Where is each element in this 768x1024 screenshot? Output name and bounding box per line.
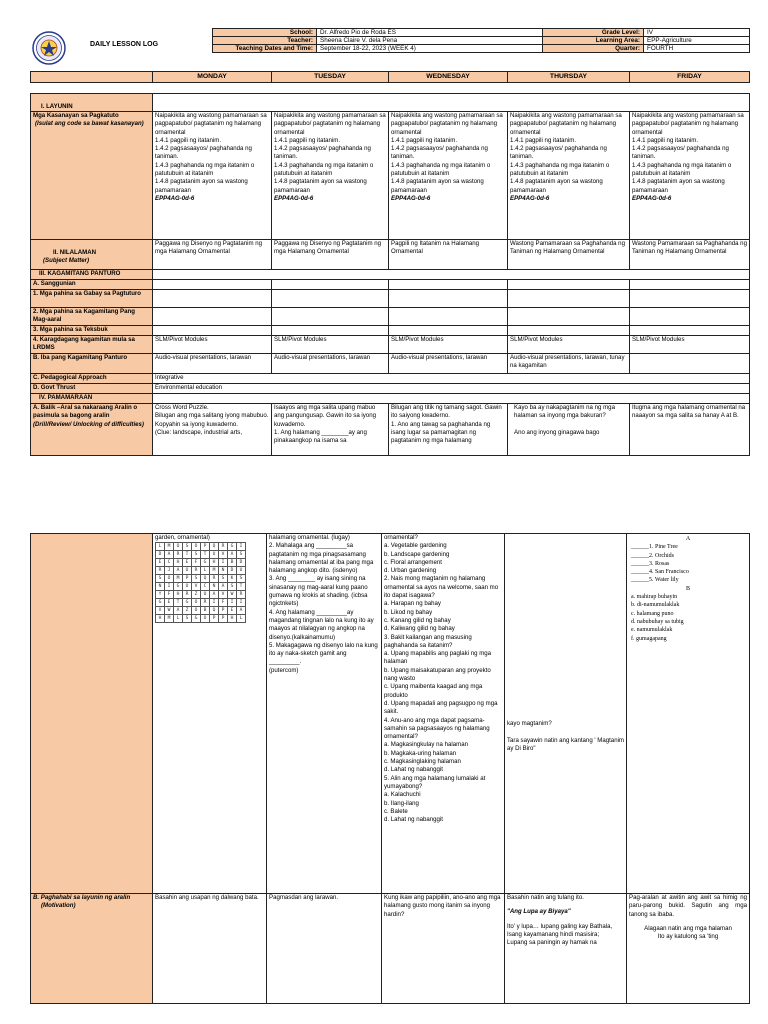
puzzle-letter: R: [219, 543, 228, 551]
puzzle-letter: O: [192, 607, 201, 615]
objective-item: 1.4.1 pagpili ng itatanim.: [155, 136, 222, 144]
kasanayan-note: (Isulat ang code sa bawat kasanayan): [35, 120, 144, 128]
puzzle-letter: O: [183, 567, 192, 575]
days-header-blank: [31, 72, 153, 83]
iba-pang-monday: Audio-visual presentations, larawan: [153, 354, 272, 374]
iba-pang-wednesday: Audio-visual presentations, larawan: [389, 354, 508, 374]
puzzle-letter: P: [219, 607, 228, 615]
column-a-item: ______4. San Francisco: [631, 569, 689, 576]
balik-aral-note: (Drill/Review/ Unlocking of difficulties): [33, 420, 144, 428]
karagdagang-label: 4. Karagdagang kagamitan mula sa LRDMS: [31, 336, 153, 354]
gabay-label: 1. Mga pahina sa Gabay sa Pagtuturo: [31, 290, 153, 308]
objective-item: 1.4.1 pagpili ng itatanim.: [632, 136, 699, 144]
puzzle-letter: I: [165, 583, 174, 591]
column-b-item: a. mahirap buhayin: [631, 594, 678, 601]
puzzle-clue-end: garden, ornamental): [155, 534, 210, 541]
objective-item: 1.4.2 pagsasaayos/ paghahanda ng taniman.: [274, 145, 371, 161]
puzzle-letter: A: [237, 607, 246, 615]
balik-aral-label: A. Balik –Aral sa nakaraang Aralin o pasimula sa bagong aralin: [33, 404, 138, 420]
document-title: DAILY LESSON LOG: [90, 41, 159, 48]
column-a-item: ______5. Water lily: [631, 577, 679, 584]
day-tuesday: TUESDAY: [272, 72, 389, 83]
header-info-table: [212, 28, 750, 53]
objective-item: 1.4.2 pagsasaayos/ paghahanda ng taniman.: [155, 145, 252, 161]
grade-level-value: IV: [644, 29, 750, 37]
puzzle-letter: T: [183, 551, 192, 559]
puzzle-row: [156, 607, 246, 615]
puzzle-letter: V: [192, 583, 201, 591]
layunin-blank: [153, 94, 750, 112]
puzzle-row: [156, 591, 246, 599]
puzzle-letter: G: [183, 599, 192, 607]
quarter-label: Quarter:: [543, 45, 644, 53]
puzzle-letter: Q: [210, 607, 219, 615]
objectives-wednesday: [389, 112, 508, 240]
objective-item: 1.4.8 pagtatanim ayon sa wastong pamamaraan: [510, 178, 603, 194]
paghahabi-label-cell: [31, 894, 153, 1004]
puzzle-letter: U: [183, 583, 192, 591]
puzzle-letter: E: [183, 559, 192, 567]
empty-cell: [153, 326, 272, 336]
column-a-item: ______3. Rosas: [631, 560, 670, 567]
puzzle-letter: A: [219, 583, 228, 591]
nilalaman-friday: Wastong Pamamaraan sa Paghahanda ng Taniman ng Halamang Ornamental: [630, 240, 750, 270]
paghahabi-friday: [627, 894, 750, 1004]
song-lyrics: Alagaan natin ang mga halaman Ito ay katulong sa 'ting: [644, 924, 732, 941]
puzzle-letter: E: [165, 599, 174, 607]
puzzle-letter: X: [156, 607, 165, 615]
puzzle-letter: O: [165, 575, 174, 583]
puzzle-letter: D: [156, 551, 165, 559]
puzzle-letter: P: [210, 615, 219, 623]
puzzle-row: [156, 567, 246, 575]
puzzle-letter: S: [192, 551, 201, 559]
nilalaman-label-cell: [31, 240, 153, 270]
objectives-monday: [153, 112, 272, 240]
objectives-thursday: [508, 112, 630, 240]
puzzle-letter: G: [228, 543, 237, 551]
pedagogical-label: C. Pedagogical Approach: [31, 374, 153, 384]
puzzle-letter: O: [201, 615, 210, 623]
song-instructions: Pag-aralan at awitin ang awit sa himig ng paru-parong bukid. Sagutin ang mga tanong sa ibaba.: [629, 894, 747, 918]
days-header-table: [30, 71, 750, 83]
puzzle-letter: A: [174, 607, 183, 615]
paghahabi-wednesday: Kung ikaw ang papipiliin, ano-ano ang mga halamang gusto mong itanim sa inyong hardin?: [382, 894, 505, 1004]
empty-cell: [630, 280, 750, 290]
column-b-item: f. gumagapang: [631, 635, 667, 642]
iba-pang-friday: [630, 354, 750, 374]
low-thursday: [505, 534, 627, 894]
empty-cell: [508, 308, 630, 326]
column-a-item: ______1. Pine Tree: [631, 544, 678, 551]
competency-code: EPP4AG-0d-6: [274, 194, 314, 202]
objective-intro: Naipakikita ang wastong pamamaraan sa pagpapatubo/ pagtatanim ng halamang ornamental: [391, 112, 503, 136]
puzzle-letter: T: [237, 583, 246, 591]
puzzle-letter: S: [237, 551, 246, 559]
puzzle-letter: M: [165, 615, 174, 623]
puzzle-letter: B: [201, 607, 210, 615]
puzzle-letter: M: [174, 575, 183, 583]
lesson-log-table-continued: [30, 533, 750, 1004]
empty-cell: [508, 326, 630, 336]
section-kagamitan: III. KAGAMITANG PANTURO: [31, 270, 153, 280]
teaching-dates-value: September 18-22, 2023 (WEEK 4): [317, 45, 543, 53]
puzzle-row: [156, 583, 246, 591]
puzzle-letter: B: [228, 559, 237, 567]
empty-cell: [389, 290, 508, 308]
nilalaman-tuesday: Paggawa ng Disenyo ng Pagtatanim ng mga Halamang Ornamental: [272, 240, 389, 270]
lrdms-friday: SLM/Pivot Modules: [630, 336, 750, 354]
puzzle-letter: Z: [183, 607, 192, 615]
puzzle-letter: U: [201, 591, 210, 599]
puzzle-letter: G: [156, 599, 165, 607]
objective-item: 1.4.8 pagtatanim ayon sa wastong pamamaraan: [632, 178, 725, 194]
objective-item: 1.4.1 pagpili ng itatanim.: [274, 136, 341, 144]
puzzle-letter: R: [237, 591, 246, 599]
puzzle-letter: A: [228, 551, 237, 559]
paghahabi-monday: Basahin ang usapan ng dalwang bata.: [153, 894, 267, 1004]
puzzle-letter: I: [237, 599, 246, 607]
empty-cell: [153, 308, 272, 326]
nilalaman-monday: Paggawa ng Disenyo ng Pagtatanim ng mga Halamang Ornamental: [153, 240, 272, 270]
govt-label: D. Govt Thrust: [31, 384, 153, 394]
column-a-item: ______2. Orchids: [631, 552, 674, 559]
empty-cell: [272, 308, 389, 326]
puzzle-letter: I: [237, 543, 246, 551]
puzzle-letter: P: [219, 615, 228, 623]
empty-cell: [153, 280, 272, 290]
lrdms-wednesday: SLM/Pivot Modules: [389, 336, 508, 354]
lesson-log-table: [30, 93, 750, 456]
puzzle-letter: R: [174, 551, 183, 559]
balik-aral-label-continued: [31, 534, 153, 894]
school-label: School:: [213, 29, 317, 37]
grade-level-label: Grade Level:: [543, 29, 644, 37]
iba-pang-tuesday: Audio-visual presentations, larawan: [272, 354, 389, 374]
teacher-value: Sheena Claire V. dela Pena: [317, 37, 543, 45]
paghahabi-note: (Motivation): [41, 902, 76, 910]
column-a-title: A: [685, 536, 691, 542]
puzzle-letter: C: [165, 559, 174, 567]
day-wednesday: WEDNESDAY: [389, 72, 508, 83]
empty-cell: [630, 290, 750, 308]
paghahabi-thursday: [505, 894, 627, 1004]
puzzle-letter: S: [183, 543, 192, 551]
balik-aral-monday: Cross Word Puzzle. Bilugan ang mga salitang iyong mabubuo. Kopyahin sa iyong kuwaderno. (Clue: landscape, industrial arts,: [153, 404, 272, 456]
puzzle-letter: Q: [201, 575, 210, 583]
empty-cell: [389, 308, 508, 326]
puzzle-letter: T: [174, 599, 183, 607]
balik-aral-tuesday: Isaayos ang mga salita upang mabuo ang pangungusap. Gawin ito sa iyong kuwaderno. 1. Ang halamang ________ay ang pinakaangkop na isama sa: [272, 404, 389, 456]
teaching-dates-label: Teaching Dates and Time:: [213, 45, 317, 53]
kasanayan-label: Mga Kasanayan sa Pagkatuto: [33, 112, 119, 119]
puzzle-letter: D: [228, 567, 237, 575]
puzzle-letter: Q: [210, 543, 219, 551]
school-value: Dr. Alfredo Pio de Roda ES: [317, 29, 543, 37]
kagamitang-mag-aaral-label: 2. Mga pahina sa Kagamitang Pang Mag-aaral: [31, 308, 153, 326]
puzzle-letter: N: [210, 583, 219, 591]
empty-cell: [272, 326, 389, 336]
day-monday: MONDAY: [153, 72, 272, 83]
govt-value: Environmental education: [153, 384, 750, 394]
iba-pang-label: B. Iba pang Kagamitang Panturo: [31, 354, 153, 374]
objective-item: 1.4.8 pagtatanim ayon sa wastong pamamaraan: [274, 178, 367, 194]
puzzle-letter: O: [192, 543, 201, 551]
puzzle-letter: R: [192, 567, 201, 575]
puzzle-letter: W: [228, 591, 237, 599]
quarter-value: FOURTH: [644, 45, 750, 53]
puzzle-letter: S: [219, 575, 228, 583]
column-b-item: e. namumulaklak: [631, 627, 673, 634]
empty-cell: [508, 280, 630, 290]
puzzle-letter: O: [174, 543, 183, 551]
puzzle-letter: A: [210, 591, 219, 599]
puzzle-letter: R: [201, 599, 210, 607]
section-pamamaraan: IV. PAMAMARAAN: [31, 394, 153, 404]
nilalaman-label: II. NILALAMAN: [53, 249, 96, 256]
puzzle-letter: S: [192, 575, 201, 583]
puzzle-letter: L: [174, 615, 183, 623]
puzzle-letter: S: [156, 575, 165, 583]
puzzle-letter: H: [174, 559, 183, 567]
nilalaman-wednesday: Pagpili ng Itatanim na Halamang Ornamental: [389, 240, 508, 270]
puzzle-letter: F: [192, 559, 201, 567]
column-b-title: B: [685, 585, 690, 592]
empty-cell: [630, 308, 750, 326]
objective-item: 1.4.3 paghahanda ng mga itatanim o patutubuin at itatanim: [155, 161, 255, 178]
puzzle-letter: G: [174, 583, 183, 591]
objective-item: 1.4.3 paghahanda ng mga itatanim o patutubuin at itatanim: [632, 161, 732, 178]
puzzle-letter: W: [165, 607, 174, 615]
puzzle-letter: S: [228, 583, 237, 591]
puzzle-row: [156, 575, 246, 583]
puzzle-letter: C: [201, 583, 210, 591]
puzzle-letter: D: [237, 559, 246, 567]
puzzle-row: [156, 543, 246, 551]
objective-intro: Naipakikita ang wastong pamamaraan sa pagpapatubo/ pagtatanim ng halamang ornamental: [632, 112, 744, 136]
objective-item: 1.4.8 pagtatanim ayon sa wastong pamamaraan: [391, 178, 484, 194]
puzzle-letter: H: [228, 615, 237, 623]
iba-pang-thursday: Audio-visual presentations, larawan, tunay na kagamitan: [508, 354, 630, 374]
learning-area-value: EPP-Agriculture: [644, 37, 750, 45]
puzzle-letter: I: [228, 599, 237, 607]
pamamaraan-blank: [153, 394, 750, 404]
column-b-item: c. halamang puno: [631, 610, 674, 617]
puzzle-letter: G: [192, 615, 201, 623]
paghahabi-label: B. Paghahabi sa layunin ng aralin: [33, 894, 131, 901]
puzzle-letter: F: [165, 591, 174, 599]
poem-title: "Ang Lupa ay Biyaya": [507, 908, 571, 916]
puzzle-letter: R: [183, 591, 192, 599]
competency-code: EPP4AG-0d-6: [510, 194, 550, 202]
puzzle-row: [156, 615, 246, 623]
low-wednesday: ornamental? a. Vegetable gardening b. Landscape gardening c. Floral arrangement d. Urban gardening 2. Nais mong magtanim ng halamang ornamental sa ayos na welcome, saan mo ito dapat isagawa? a. Harapan ng bahay b. Likod ng bahay c. Kanang gilid ng bahay d. Kaliwang gilid ng bahay 3. Bakit kailangan ang masusing paghahanda sa itatanim? a. Upang mapabilis ang paglaki ng mga halaman b. Upang maisakatuparan ang proyekto nang wasto c. Upang maibenta kaagad ang mga produkto d. Upang mapadali ang pagsugpo ng mga sakit. 4. Anu-ano ang mga dapat pagsama-samahin sa pagsasaayos ng halamang ornamental? a. Magkasingkulay na halaman b. Magkaka-uring halaman c. Magkasinglaking halaman d. Lahat ng nabanggit 5. Alin ang mga halamang lumalaki at yumayabong? a. Kalachuchi b. Ilang-ilang c. Balete d. Lahat ng nabanggit: [382, 534, 505, 894]
column-b-item: b. di-namumulaklak: [631, 602, 680, 609]
deped-seal-logo: [32, 31, 66, 65]
objective-item: 1.4.8 pagtatanim ayon sa wastong pamamaraan: [155, 178, 248, 194]
puzzle-row: [156, 551, 246, 559]
empty-cell: [389, 326, 508, 336]
puzzle-letter: V: [219, 591, 228, 599]
puzzle-letter: Z: [192, 591, 201, 599]
puzzle-row: [156, 559, 246, 567]
objective-item: 1.4.3 paghahanda ng mga itatanim o patutubuin at itatanim: [391, 161, 491, 178]
lrdms-monday: SLM/Pivot Modules: [153, 336, 272, 354]
puzzle-letter: L: [201, 567, 210, 575]
kasanayan-label-cell: [31, 112, 153, 240]
objectives-friday: [630, 112, 750, 240]
column-b-item: d. nabubuhay sa tubig: [631, 618, 684, 625]
objective-item: 1.4.1 pagpili ng itatanim.: [510, 136, 577, 144]
competency-code: EPP4AG-0d-6: [632, 194, 672, 202]
puzzle-letter: T: [201, 551, 210, 559]
crossword-puzzle-grid: [155, 542, 246, 623]
objective-intro: Naipakikita ang wastong pamamaraan sa pagpapatubo/ pagtatanim ng halamang ornamental: [510, 112, 622, 136]
day-friday: FRIDAY: [630, 72, 750, 83]
low-friday: [627, 534, 750, 894]
competency-code: EPP4AG-0d-6: [155, 194, 195, 202]
kagamitan-blank: [153, 270, 750, 280]
puzzle-letter: P: [183, 575, 192, 583]
column-b-list: [629, 593, 747, 643]
puzzle-letter: E: [156, 559, 165, 567]
objective-intro: Naipakikita ang wastong pamamaraan sa pagpapatubo/ pagtatanim ng halamang ornamental: [274, 112, 386, 136]
puzzle-letter: H: [174, 591, 183, 599]
paghahabi-tuesday: Pagmasdan ang larawan.: [267, 894, 382, 1004]
balik-aral-label-cell: [31, 404, 153, 456]
competency-code: EPP4AG-0d-6: [391, 194, 431, 202]
puzzle-letter: Y: [156, 591, 165, 599]
teacher-label: Teacher:: [213, 37, 317, 45]
puzzle-row: [156, 599, 246, 607]
objective-item: 1.4.3 paghahanda ng mga itatanim o patutubuin at itatanim: [510, 161, 610, 178]
balik-aral-friday: Itugma ang mga halamang ornamental na naaayon sa mga salita sa hanay A at B.: [630, 404, 750, 456]
puzzle-letter: N: [219, 567, 228, 575]
puzzle-letter: M: [210, 567, 219, 575]
poem-text: Ito' y lupa… lupang galing kay Bathala, Isang kayamanang hindi masisira; Lupang sa paningin ay hamak na: [507, 922, 613, 947]
section-layunin: I. LAYUNIN: [31, 94, 153, 112]
poem-intro: Basahin natin ang tulang ito.: [507, 894, 584, 901]
puzzle-letter: U: [237, 567, 246, 575]
objective-item: 1.4.3 paghahanda ng mga itatanim o patutubuin at itatanim: [274, 161, 374, 178]
empty-cell: [272, 280, 389, 290]
objective-item: 1.4.1 pagpili ng itatanim.: [391, 136, 458, 144]
column-a-list: [629, 543, 747, 584]
puzzle-letter: H: [210, 559, 219, 567]
puzzle-letter: A: [174, 567, 183, 575]
puzzle-letter: F: [219, 599, 228, 607]
puzzle-letter: H: [156, 615, 165, 623]
empty-cell: [630, 326, 750, 336]
puzzle-letter: L: [156, 543, 165, 551]
empty-cell: [153, 290, 272, 308]
puzzle-letter: M: [165, 543, 174, 551]
puzzle-letter: S: [237, 575, 246, 583]
puzzle-letter: N: [156, 583, 165, 591]
objective-intro: Naipakikita ang wastong pamamaraan sa pagpapatubo/ pagtatanim ng halamang ornamental: [155, 112, 267, 136]
puzzle-letter: O: [192, 599, 201, 607]
puzzle-letter: R: [156, 567, 165, 575]
low-monday: [153, 534, 267, 894]
puzzle-letter: P: [201, 543, 210, 551]
lrdms-tuesday: SLM/Pivot Modules: [272, 336, 389, 354]
thursday-song-text: kayo magtanim? Tara sayawin natin ang kantang ' Magtanim ay Di Biro": [507, 720, 625, 752]
balik-aral-thursday: Kayo ba ay nakapagtanim na ng mga halaman sa inyong mga bakuran? Ano ang inyong ginagawa bago: [508, 404, 630, 456]
puzzle-letter: A: [165, 551, 174, 559]
puzzle-letter: L: [237, 615, 246, 623]
sanggunian-label: A. Sanggunian: [31, 280, 153, 290]
puzzle-letter: K: [228, 575, 237, 583]
nilalaman-thursday: Wastong Pamamaraan sa Paghahanda ng Taniman ng Halamang Ornamental: [508, 240, 630, 270]
teksbuk-label: 3. Mga pahina sa Teksbuk: [31, 326, 153, 336]
balik-aral-wednesday: Bilugan ang titik ng tamang sagot. Gawin ito saiyong kwaderno. 1. Ano ang tawag sa paghahanda ng isang lugar sa pamamagitan ng pagtatanim ng mga halamang: [389, 404, 508, 456]
puzzle-letter: U: [210, 551, 219, 559]
puzzle-letter: V: [219, 551, 228, 559]
low-tuesday: halamang ornamental. (lugay) 2. Mahalaga ang _________sa pagtatanim ng mga pinagsasamang halamang ornamental at iba pang mga halamang angkop dito. (isdenyo) 3. Ang ________ ay isang sining na sinasanay ng mag-aaral kung paano gumawa ng krokis at shading. (icbsa ngictnkets) 4. Ang halamang _________ay magandang tingnan lalo na kung ito ay maayos at nilalagyan ng angkop na disenyo.(kalkainamumu) 5. Makagagawa ng disenyo lalo na kung ito ay naka-sketch gamit ang _________. (putercom): [267, 534, 382, 894]
nilalaman-note: (Subject Matter): [43, 257, 90, 265]
objectives-tuesday: [272, 112, 389, 240]
puzzle-letter: G: [201, 559, 210, 567]
puzzle-letter: R: [210, 575, 219, 583]
day-thursday: THURSDAY: [508, 72, 630, 83]
learning-area-label: Learning Area:: [543, 37, 644, 45]
puzzle-letter: I: [210, 599, 219, 607]
objective-item: 1.4.2 pagsasaayos/ paghahanda ng taniman.: [632, 145, 729, 161]
objective-item: 1.4.2 pagsasaayos/ paghahanda ng taniman.: [391, 145, 488, 161]
empty-cell: [272, 290, 389, 308]
puzzle-letter: I: [219, 559, 228, 567]
puzzle-letter: S: [183, 615, 192, 623]
puzzle-letter: J: [165, 567, 174, 575]
empty-cell: [508, 290, 630, 308]
objective-item: 1.4.2 pagsasaayos/ paghahanda ng taniman.: [510, 145, 607, 161]
lrdms-thursday: SLM/Pivot Modules: [508, 336, 630, 354]
empty-cell: [389, 280, 508, 290]
puzzle-letter: E: [228, 607, 237, 615]
pedagogical-value: Integrative: [153, 374, 750, 384]
